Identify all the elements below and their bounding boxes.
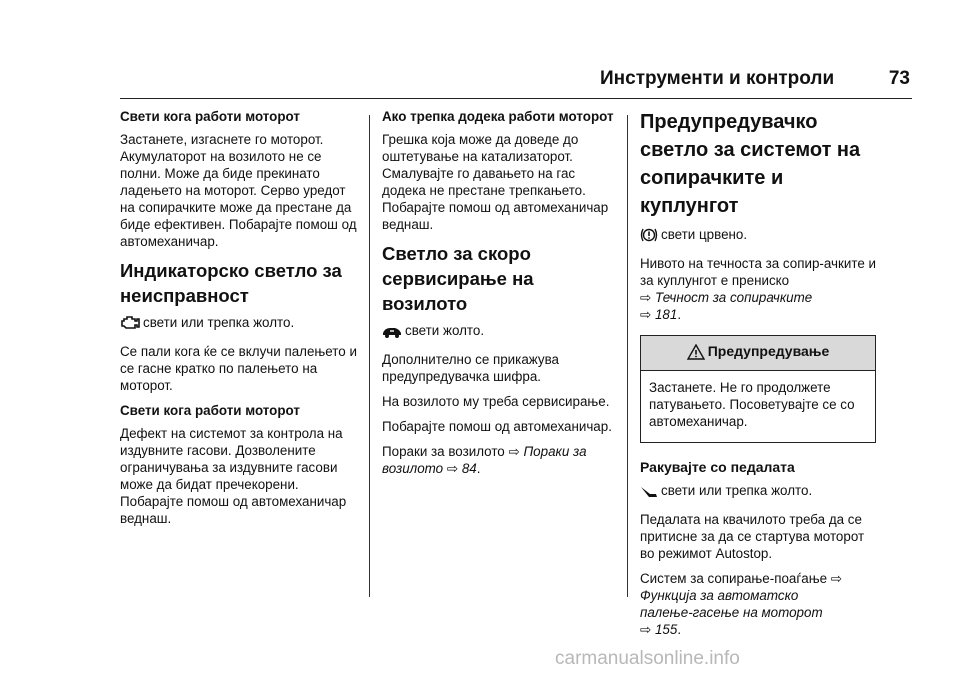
- brake-warning-icon: [640, 227, 658, 247]
- check-engine-icon: [120, 315, 140, 335]
- section-running-engine-title: Свети кога работи моторот: [120, 109, 300, 124]
- header-rule: [120, 98, 912, 99]
- page-number: 73: [888, 68, 910, 89]
- page-title: Инструменти и контроли: [600, 68, 835, 89]
- clutch-pedal-icon: [640, 485, 658, 503]
- clutch-pedal-line: свети или трепка жолто.: [640, 482, 876, 503]
- page-ref-155[interactable]: 155: [654, 622, 678, 637]
- page-ref-84[interactable]: 84: [461, 461, 477, 476]
- malfunction-indicator-line: свети или трепка жолто.: [120, 314, 358, 335]
- column-divider-2: [627, 115, 628, 597]
- warning-body: Застанете. Не го продолжете патувањето. Посоветувајте се со автомеханичар.: [649, 380, 855, 429]
- brake-warning-line: свети црвено.: [640, 226, 876, 247]
- vehicle-messages-link[interactable]: Пораки за: [523, 444, 587, 459]
- brake-clutch-heading: Предупредувачко светло за системот на сопирачките и куплунгот: [640, 111, 861, 217]
- service-soon-line: свети жолто.: [382, 322, 614, 343]
- service-soon-text-2: На возилото му треба сервисирање.: [382, 394, 610, 409]
- ref-arrow-icon: ⇨: [830, 571, 842, 586]
- autostop-ref: Систем за сопирање-поаѓање ⇨ Функција за автоматско палење-гасење на моторот ⇨ 155.: [640, 571, 842, 637]
- service-soon-text-1: Дополнително се прикажува предупредувачка шифра.: [382, 352, 559, 384]
- column-divider-1: [369, 115, 370, 597]
- vehicle-messages-ref: Пораки за возилото ⇨ Пораки за возилото ⇨ 84.: [382, 444, 587, 476]
- service-soon-text-3: Побарајте помош од автомеханичар.: [382, 419, 612, 434]
- warning-header: Предупредување: [641, 336, 875, 371]
- malfunction-indicator-heading: Индикаторско светло за неисправност: [120, 260, 342, 306]
- column-3: [640, 108, 876, 646]
- operate-pedal-title: Ракувајте со педалата: [640, 459, 795, 475]
- section-flashing-text: Грешка која може да доведе до оштетување на катализаторот. Смалувајте го давањето на гас додека не престане трепкањето. Побарајте помош од автомеханичар веднаш.: [382, 132, 609, 232]
- autostop-link[interactable]: Функција за автоматско: [640, 588, 799, 603]
- brake-fluid-link[interactable]: Течност за сопирачките: [654, 290, 813, 305]
- service-soon-heading: Светло за скоро сервисирање на возилото: [382, 243, 534, 314]
- section-flashing-title: Ако трепка додека работи моторот: [382, 109, 614, 124]
- section-running-engine-text: Застанете, изгаснете го моторот. Акумулаторот на возилото не се полни. Може да биде прекинато ладењето на моторот. Серво уредот на сопирачките може да престане да биде ефективен. Побарајте помош од автомеханичар.: [120, 132, 357, 249]
- ref-arrow-icon: ⇨: [640, 307, 652, 322]
- brake-fluid-text: Нивото на течноста за сопир-ачките и за куплунгот е прениско ⇨ Течност за сопирачките ⇨ 181.: [640, 256, 876, 322]
- section-running-engine-title-2: Свети кога работи моторот: [120, 403, 300, 418]
- watermark: carmanualsonline.info: [555, 648, 740, 669]
- clutch-pedal-text: Педалата на квачилото треба да се притисне за да се стартува моторот во режимот Autostop.: [640, 512, 865, 561]
- warning-box: [640, 335, 876, 443]
- emission-fault-text: Дефект на системот за контрола на издувните гасови. Дозволените ограничувања за издувните гасови може да бидат пречекорени. Побарајте помош од автомеханичар веднаш.: [120, 426, 347, 526]
- car-wrench-icon: [382, 325, 402, 343]
- ref-arrow-icon: ⇨: [640, 290, 652, 305]
- malfunction-indicator-text: Се пали кога ќе се вклучи палењето и се гасне кратко по палењето на моторот.: [120, 344, 357, 393]
- page-ref-181[interactable]: 181: [654, 307, 678, 322]
- ref-arrow-icon: ⇨: [508, 444, 520, 459]
- ref-arrow-icon: ⇨: [446, 461, 459, 476]
- warning-triangle-icon: [687, 344, 705, 364]
- ref-arrow-icon: ⇨: [640, 622, 652, 637]
- column-1: [120, 108, 358, 535]
- column-2: [382, 108, 614, 485]
